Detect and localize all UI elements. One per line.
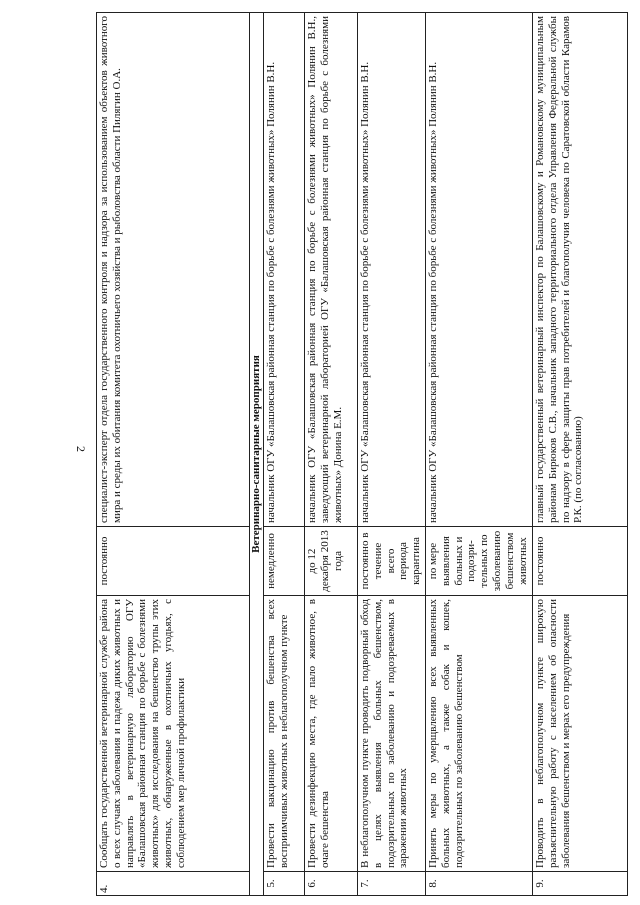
row-term: постоянно bbox=[532, 527, 627, 596]
row-action: Сообщать государственной ветеринарной службе района о всех случаях заболевания и падежа диких животных и направлять в ветеринарную лабораторию ОГУ «Балашовская районная станция по борьбе с болезнями животных» для исследования на бешенство трупы этих животных, обнаруженные в охотничьих угодьях, с соблюдением мер личной профилактики bbox=[97, 596, 250, 872]
row-number: 6. bbox=[305, 872, 358, 896]
row-action: Провести вакцинацию против бешенства всех восприимчивых животных в неблагополучном пункте bbox=[264, 596, 305, 872]
row-number: 4. bbox=[97, 872, 250, 896]
table-row bbox=[532, 13, 627, 896]
row-action: Провести дезинфекцию места, где пало животное, в очаге бешенства bbox=[305, 596, 358, 872]
table-row bbox=[305, 13, 358, 896]
table-row bbox=[264, 13, 305, 896]
row-term: немедленно bbox=[264, 527, 305, 596]
table-row bbox=[358, 13, 426, 896]
row-responsible: начальник ОГУ «Балашовская районная станция по борьбе с болезнями животных» Полянин В.Н. bbox=[358, 13, 426, 527]
row-number: 9. bbox=[532, 872, 627, 896]
row-term: до 12 декабря 2013 года bbox=[305, 527, 358, 596]
measures-table bbox=[96, 12, 628, 896]
page-number: 2 bbox=[74, 446, 88, 452]
row-responsible: начальник ОГУ «Балашовская районная станция по борьбе с болезнями животных» Полянин В.Н. bbox=[425, 13, 532, 527]
row-number: 8. bbox=[425, 872, 532, 896]
table-row bbox=[97, 13, 250, 896]
measures-table-container bbox=[96, 13, 617, 896]
row-term: постоянно в течение всего периода карантина bbox=[358, 527, 426, 596]
section-title: Ветеринарно-санитарные мероприятия bbox=[250, 13, 264, 896]
row-term: постоянно bbox=[97, 527, 250, 596]
row-action: Проводить в неблагополучном пункте широкую разъяснительную работу с населением об опасности заболевания бешенством и мерах его предупреждения bbox=[532, 596, 627, 872]
row-action: Принять меры по умерщвлению всех выявленных больных животных, а также собак и кошек, подозрительных по заболеванию бешенством bbox=[425, 596, 532, 872]
row-term: по мере выявления больных и подозри-тельных по заболеванию бешенством животных bbox=[425, 527, 532, 596]
row-responsible: начальник ОГУ «Балашовская районная станция по борьбе с болезнями животных» Полянин В.Н. bbox=[264, 13, 305, 527]
row-responsible: начальник ОГУ «Балашовская районная станция по борьбе с болезнями животных» Полянин В.Н., заведующий ветеринарной лабораторией ОГУ «Балашовская районная станция по борьбе с болезнями животных» Донина Е.М. bbox=[305, 13, 358, 527]
row-action: В неблагополучном пункте проводить подворный обход в целях выявления больных бешенством, подозрительных по заболеванию и подозреваемых в заражении животных bbox=[358, 596, 426, 872]
row-number: 5. bbox=[264, 872, 305, 896]
row-responsible: главный государственный ветеринарный инспектор по Балашовскому и Романовскому муниципальным районам Бирюков С.В., начальник западного территориального отдела Управления Федеральной службы по надзору в сфере защиты прав потребителей и благополучия человека по Саратовской области Карамов Р.К. (по согласованию) bbox=[532, 13, 627, 527]
row-number: 7. bbox=[358, 872, 426, 896]
table-row bbox=[425, 13, 532, 896]
section-row bbox=[250, 13, 264, 896]
row-responsible: специалист-эксперт отдела государственного контроля и надзора за использованием объектов животного мира и среды их обитания комитета охотничьего хозяйства и рыболовства области Пилягин О.А. bbox=[97, 13, 250, 527]
